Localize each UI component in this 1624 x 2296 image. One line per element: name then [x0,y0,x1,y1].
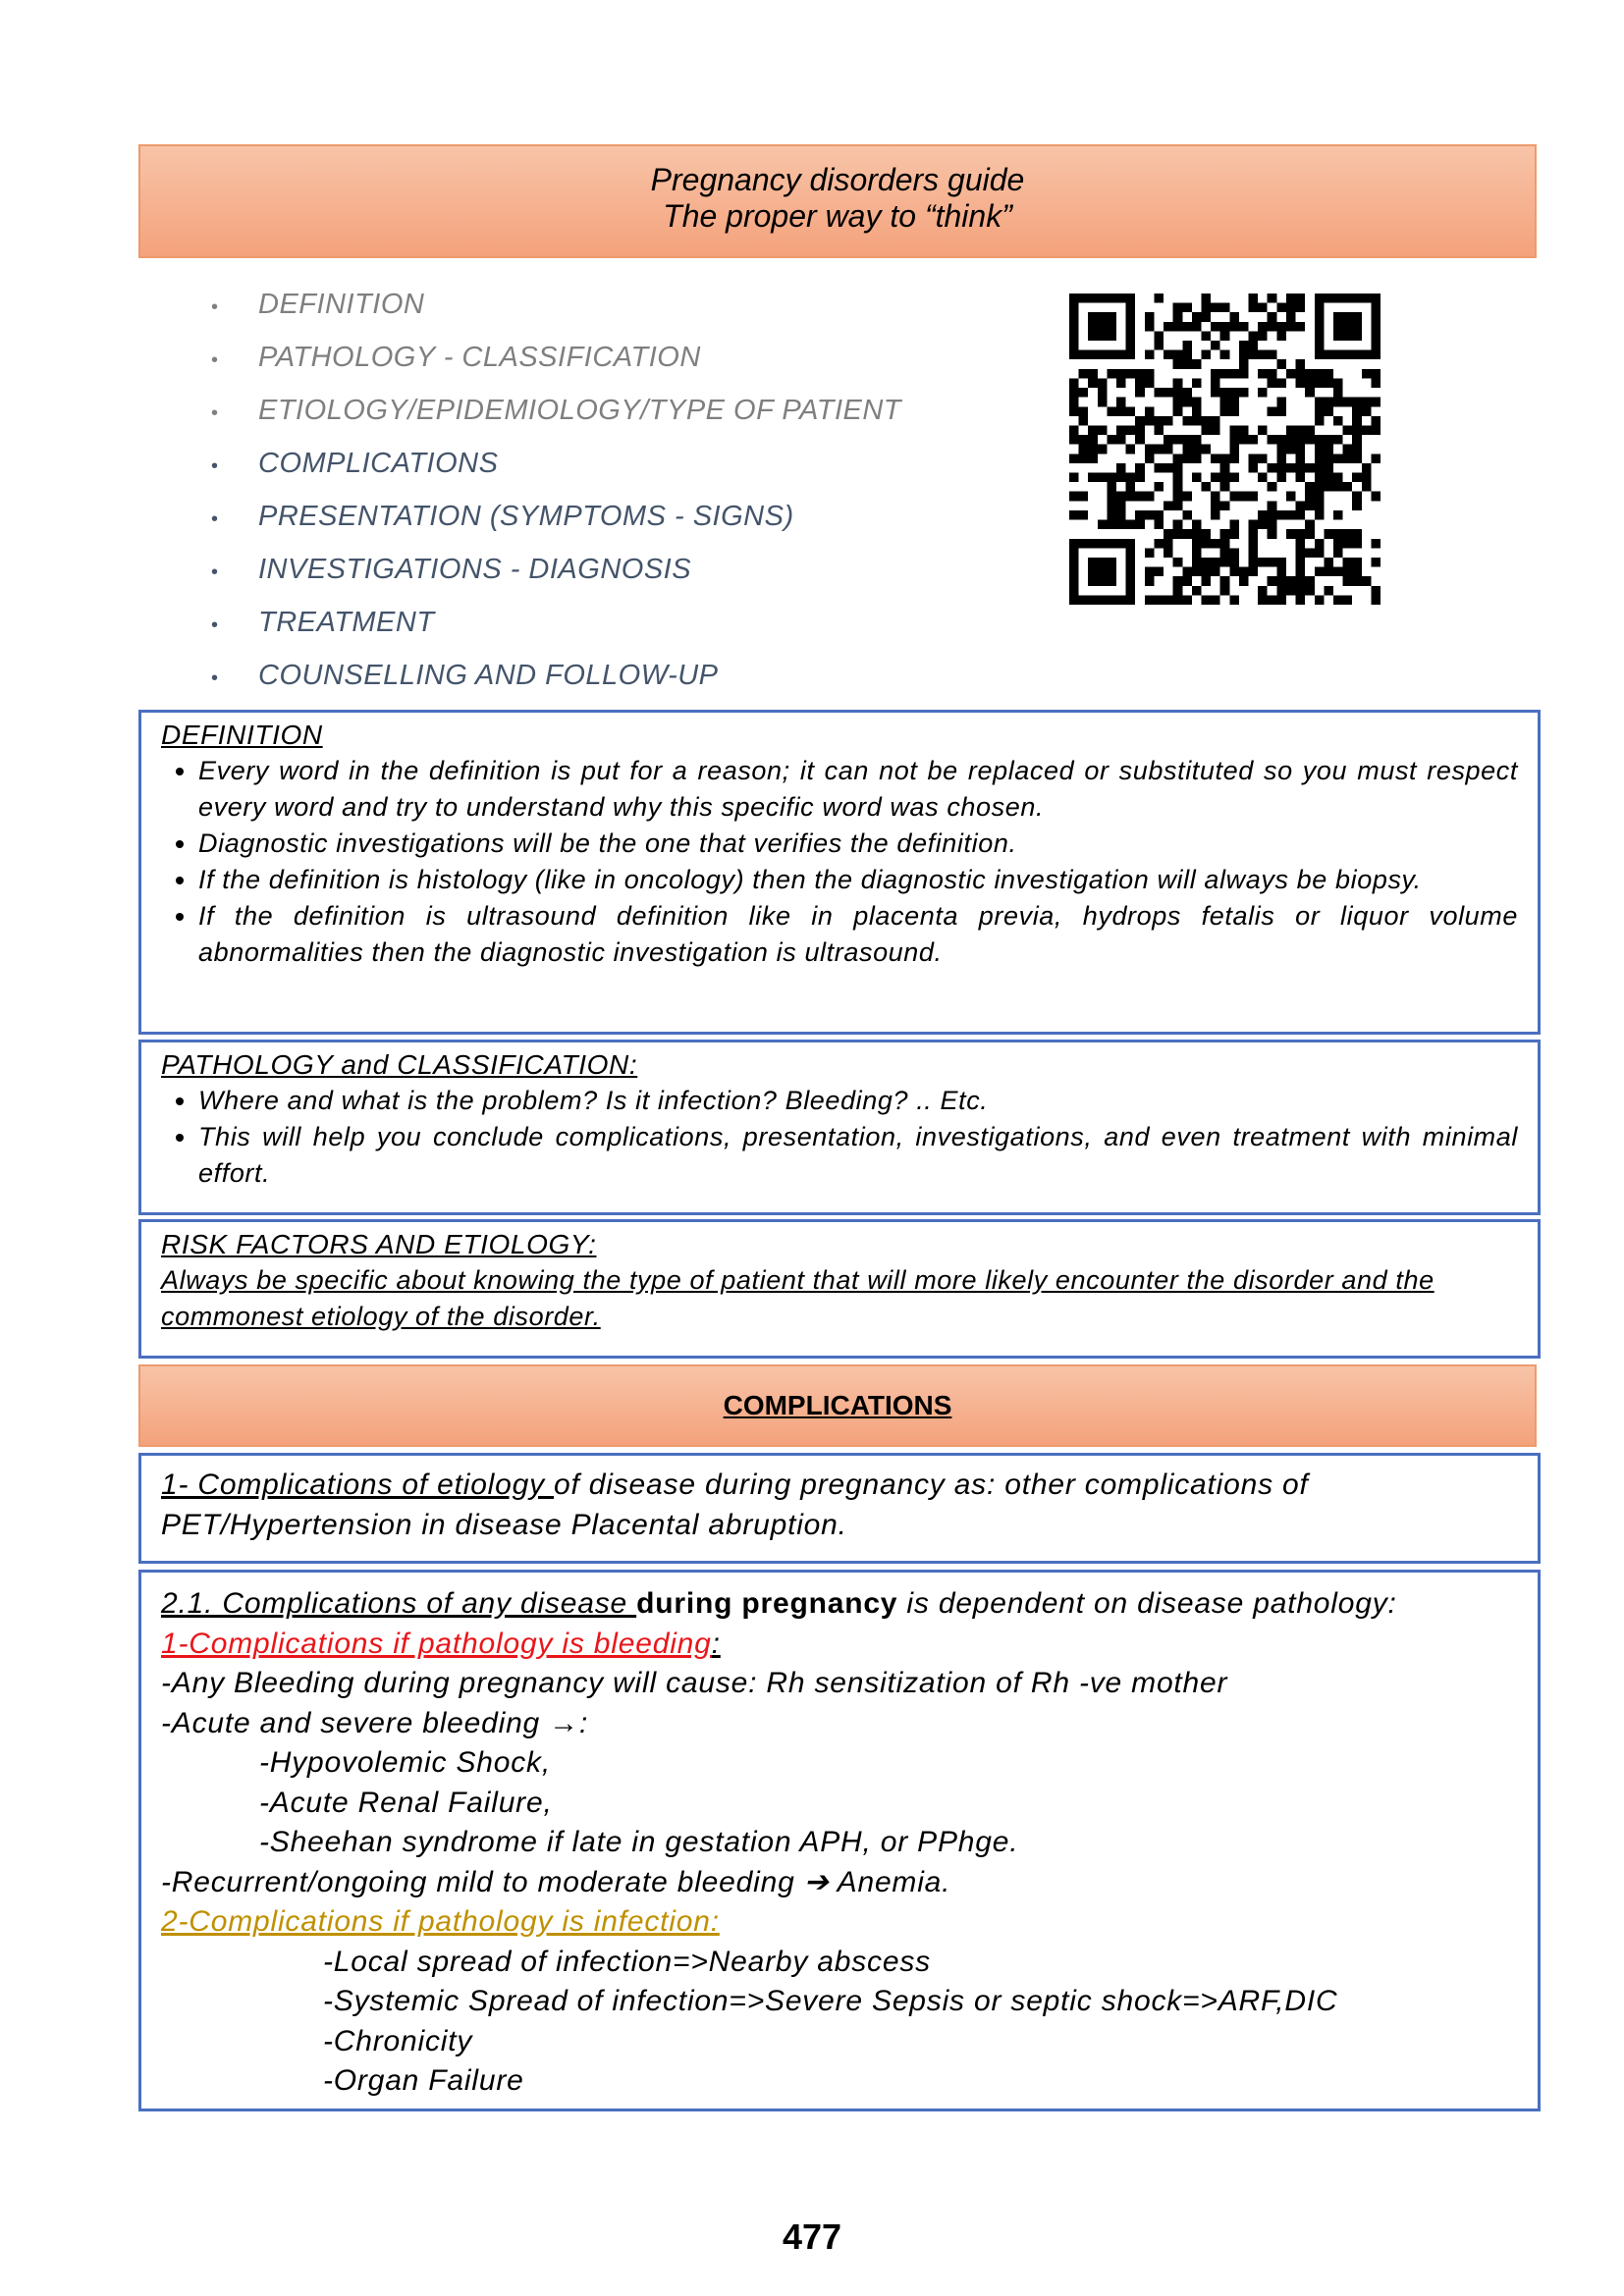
toc-item: • PATHOLOGY - CLASSIFICATION [211,342,701,373]
c1-underlined: 1- Complications of etiology [161,1468,555,1501]
recurrent-line: -Recurrent/ongoing mild to moderate bleeding ➔ Anemia. [161,1865,951,1898]
complications-banner [138,1364,1537,1447]
definition-bullet: • If the definition is histology (like in oncology) then the diagnostic investigation will always be biopsy. [198,862,1518,898]
bleeding-line: -Any Bleeding during pregnancy will cause: Rh sensitization of Rh -ve mother [161,1667,1228,1699]
pathology-box [138,1040,1541,1215]
toc-item: • ETIOLOGY/EPIDEMIOLOGY/TYPE OF PATIENT [211,395,902,426]
infection-item: -Local spread of infection=>Nearby abscess [323,1945,931,1978]
page-number: 477 [782,2216,842,2257]
infection-item: -Systemic Spread of infection=>Severe Sepsis or septic shock=>ARF,DIC [323,1985,1338,2017]
definition-bullet: • Diagnostic investigations will be the one that verifies the definition. [198,826,1518,862]
risk-heading: RISK FACTORS AND ETIOLOGY: [161,1229,597,1259]
complications-etiology-box [138,1453,1541,1564]
pathology-bullet: • This will help you conclude complications, presentation, investigations, and even treatment with minimal effort. [198,1119,1518,1192]
title-line-1: Pregnancy disorders guide [650,162,1025,197]
definition-bullet: • If the definition is ultrasound definition like in placenta previa, hydrops fetalis or liquor volume abnormalities then the diagnostic investigation is ultrasound. [198,898,1518,971]
qr-code-icon [1069,293,1380,606]
title-banner [138,144,1537,258]
infection-item: -Chronicity [323,2024,473,2057]
toc-item: • DEFINITION [211,289,425,320]
definition-box [138,710,1541,1035]
acute-item: -Hypovolemic Shock, [259,1746,551,1779]
complications-heading: COMPLICATIONS [723,1390,952,1420]
definition-heading: DEFINITION [161,720,323,750]
toc-item: • TREATMENT [211,607,435,638]
pathology-bullet: • Where and what is the problem? Is it infection? Bleeding? .. Etc. [198,1083,1518,1119]
c1-text: of disease during pregnancy as: other complications of PET/Hypertension in disease Placental abruption. [161,1468,1309,1541]
infection-item: -Organ Failure [323,2064,524,2097]
bleeding-line: -Acute and severe bleeding →: [161,1706,589,1739]
risk-factors-box [138,1219,1541,1359]
toc-item: • COUNSELLING AND FOLLOW-UP [211,660,719,691]
bleeding-heading: 1-Complications if pathology is bleeding [161,1627,712,1660]
toc-item: • INVESTIGATIONS - DIAGNOSIS [211,554,692,585]
toc-list [211,278,901,702]
toc-item: • COMPLICATIONS [211,448,499,479]
risk-text: Always be specific about knowing the type of patient that will more likely encounter the disorder and the commonest etiology of the disorder. [161,1265,1435,1331]
toc-item: • PRESENTATION (SYMPTOMS - SIGNS) [211,501,794,532]
acute-item: -Acute Renal Failure, [259,1786,553,1819]
complications-pathology-box [138,1570,1541,2111]
acute-item: -Sheehan syndrome if late in gestation APH, or PPhge. [259,1826,1019,1858]
c2-underlined: 2.1. Complications of any disease [161,1587,637,1620]
c2-text: is dependent on disease pathology: [897,1587,1397,1620]
bleeding-colon: : [711,1627,721,1660]
c2-bold: during pregnancy [636,1587,898,1620]
definition-bullet: • Every word in the definition is put for a reason; it can not be replaced or substituted so you must respect every word and try to understand why this specific word was chosen. [198,753,1518,826]
pathology-heading: PATHOLOGY and CLASSIFICATION: [161,1049,638,1080]
title-line-2: The proper way to “think” [663,198,1012,234]
infection-heading: 2-Complications if pathology is infection: [161,1905,720,1938]
